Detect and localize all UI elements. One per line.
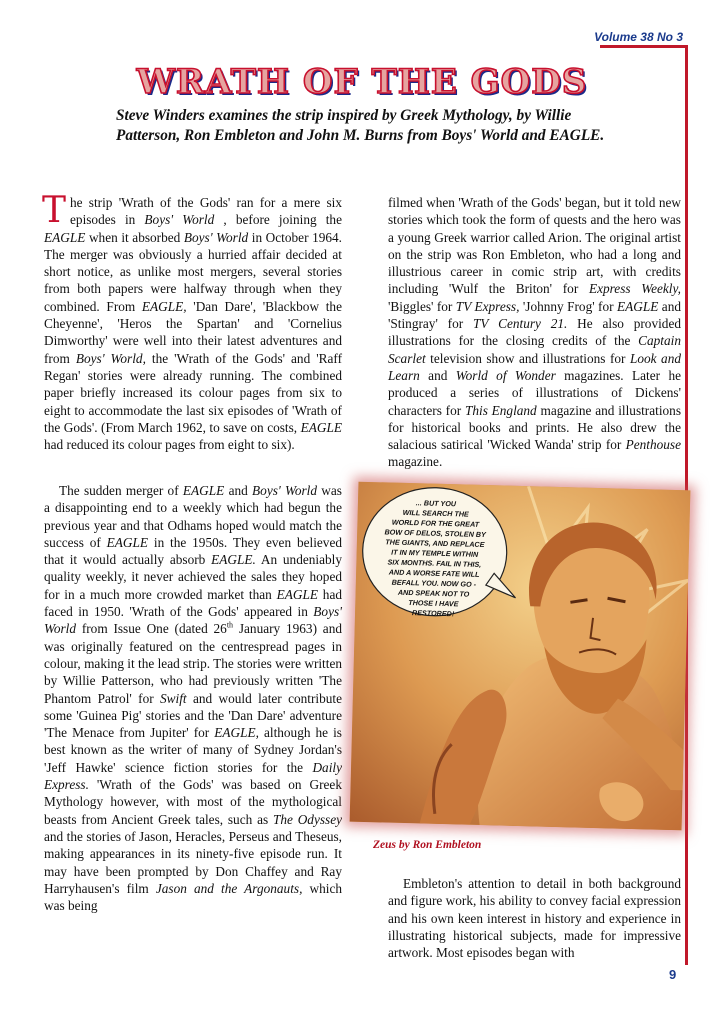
bubble-line: WILL SEARCH THE: [402, 507, 469, 519]
standfirst: Steve Winders examines the strip inspired by Greek Mythology, by Willie Patterson, Ron Embleton and John M. Burns from Boys' World and EAGLE.: [116, 107, 605, 144]
bubble-line: RESTORED!: [411, 608, 455, 619]
text-column-3: [44, 482, 342, 914]
bubble-line: IT IN MY TEMPLE WITHIN: [391, 547, 479, 559]
text-column-4: [388, 875, 681, 961]
bubble-line: THOSE I HAVE: [408, 598, 459, 609]
bubble-line: SIX MONTHS. FAIL IN THIS,: [387, 557, 482, 569]
paragraph: The strip 'Wrath of the Gods' ran for a mere six episodes in Boys' World , before joining the EAGLE when it absorbed Boys' World in October 1964. The merger was obviously a hurried affair decided at short notice, as unlike most mergers, several stories from both papers were halfway through when they combined. From EAGLE, 'Dan Dare', 'Blackbow the Cheyenne', 'Heros the Spartan' and 'Cornelius Dimworthy' were well into their latest adventures and from Boys' World, the 'Wrath of the Gods' and 'Raff Regan' stories were already running. The combined paper briefly increased its colour pages from six to eight to accommodate the last six episodes of 'Wrath of the Gods'. (From March 1962, to save on costs, EAGLE had reduced its colour pages from eight to six).: [42, 190, 343, 453]
bubble-line: THE GIANTS, AND REPLACE: [385, 537, 485, 550]
image-caption: Zeus by Ron Embleton: [373, 839, 482, 851]
bubble-line: ... BUT YOU: [415, 498, 457, 509]
text-column-2: [388, 194, 681, 471]
paragraph: Embleton's attention to detail in both background and figure work, his ability to convey facial expression and his own keen interest in history and experience in illustrating historical subjects, made for impressive artwork. Most episodes began with: [388, 876, 681, 961]
text-column-1: [42, 190, 343, 453]
zeus-artwork: [350, 482, 691, 831]
bubble-line: WORLD FOR THE GREAT: [391, 517, 480, 529]
bubble-line: BOW OF DELOS, STOLEN BY: [384, 527, 486, 540]
paragraph: The sudden merger of EAGLE and Boys' World was a disappointing end to a weekly which had begun the previous year and that Odhams hoped would match the success of EAGLE in the 1950s. They even believed that it would actually absorb EAGLE. An undeniably quality weekly, it never achieved the sales they hoped for in a much more crowded market than EAGLE had faced in 1950. 'Wrath of the Gods' appeared in Boys' World from Issue One (dated 26th January 1963) and was originally featured on the centrespread pages in colour, making it the lead strip. The stories were written by Willie Patterson, who had previously written 'The Phantom Patrol' for Swift and would later contribute some 'Guinea Pig' stories and the 'Dan Dare' adventure 'The Menace from Jupiter' for EAGLE, although he is best known as the writer of many of Sydney Jordan's 'Jeff Hawke' science fiction stories for the Daily Express. 'Wrath of the Gods' was based on Greek Mythology however, with most of the mythological beasts from Ancient Greek tales, such as The Odyssey and the stories of Jason, Heracles, Perseus and Theseus, making appearances in its ninety-five episode run. It may have been prompted by Don Chaffey and Ray Harryhausen's film Jason and the Argonauts, which was being: [44, 483, 343, 914]
volume-label: Volume 38 No 3: [594, 30, 683, 44]
bubble-line: AND A WORSE FATE WILL: [388, 567, 480, 579]
bubble-line: BEFALL YOU. NOW GO -: [391, 577, 477, 589]
drop-cap: T: [42, 190, 67, 231]
bubble-line: AND SPEAK NOT TO: [397, 587, 470, 599]
page-number: 9: [669, 967, 677, 982]
page-frame-top: [600, 45, 688, 48]
paragraph: filmed when 'Wrath of the Gods' began, but it told new stories which took the form of quests and the hero was a young Greek warrior called Arion. The original artist on the strip was Ron Embleton, who had a long and illustrious career in comic strip art, with credits including 'Wulf the Briton' for Express Weekly, 'Biggles' for TV Express, 'Johnny Frog' for EAGLE and 'Stingray' for TV Century 21. He also provided illustrations for the closing credits of the Captain Scarlet television show and illustrations for Look and Learn and World of Wonder magazines. Later he produced a series of illustrations of Dickens' characters for This England magazine and illustrations for historical books and prints. He also drew the salacious satirical 'Wicked Wanda' strip for Penthouse magazine.: [388, 195, 682, 470]
zeus-illustration: [350, 482, 691, 831]
article-title: WRATH OF THE GODS: [136, 62, 588, 102]
